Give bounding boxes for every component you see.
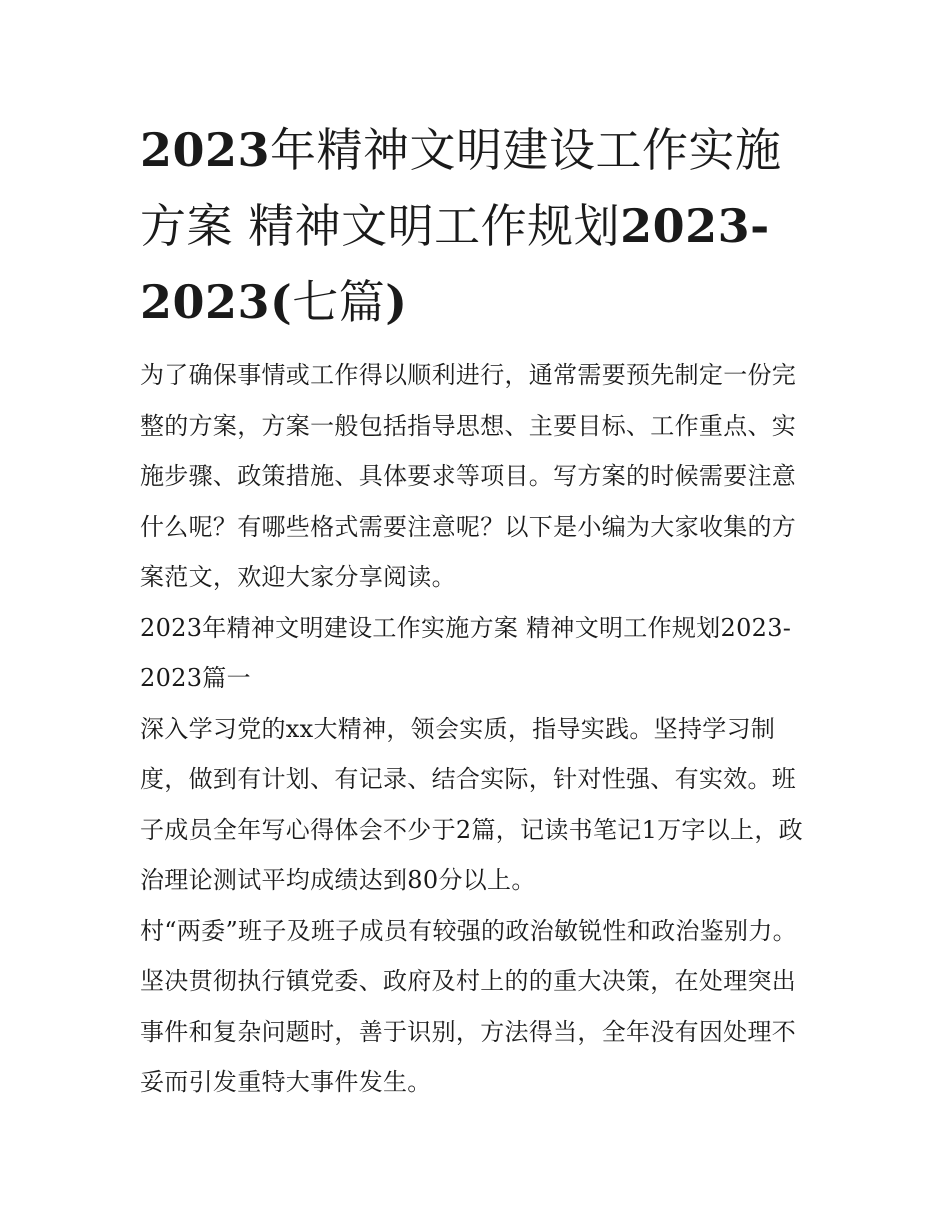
section-heading: 2023年精神文明建设工作实施方案 精神文明工作规划2023-2023篇一 — [140, 613, 792, 692]
document-page — [140, 112, 812, 1108]
document-title: 2023年精神文明建设工作实施方案 精神文明工作规划2023-2023(七篇) — [140, 123, 782, 329]
body-paragraph: 深入学习党的xx大精神，领会实质，指导实践。坚持学习制度，做到有计划、有记录、结合实际，针对性强、有实效。班子成员全年写心得体会不少于2篇，记读书笔记1万字以上，政治理论测试平均成绩达到80分以上。 — [140, 714, 803, 894]
body-paragraph: 村“两委”班子及班子成员有较强的政治敏锐性和政治鉴别力。坚决贯彻执行镇党委、政府及村上的的重大决策，在处理突出事件和复杂问题时，善于识别，方法得当，全年没有因处理不妥而引发重特大事件发生。 — [140, 916, 797, 1096]
intro-paragraph: 为了确保事情或工作得以顺利进行，通常需要预先制定一份完整的方案，方案一般包括指导思想、主要目标、工作重点、实施步骤、政策措施、具体要求等项目。写方案的时候需要注意什么呢？有哪些格式需要注意呢？以下是小编为大家收集的方案范文，欢迎大家分享阅读。 — [140, 361, 797, 591]
